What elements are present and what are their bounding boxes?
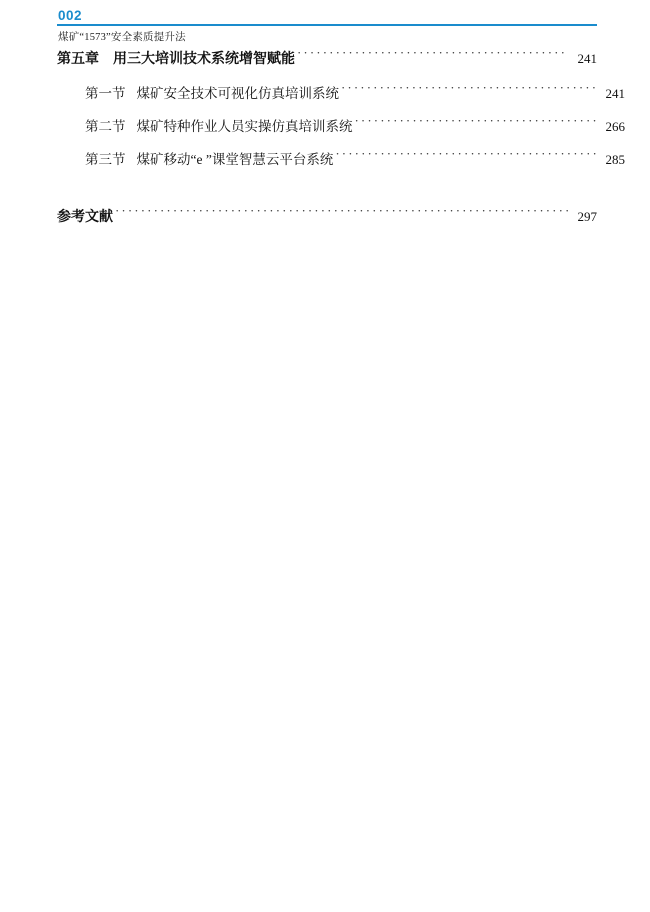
dot-leader [297,49,568,63]
dot-leader [335,151,596,165]
toc-entry-page: 297 [577,209,597,224]
page-folio: 002 [58,8,83,23]
toc-entry-label: 第五章 [57,50,99,66]
dot-leader [341,85,596,99]
toc-entry-label: 第一节 [85,86,126,101]
toc-entry-page: 266 [605,119,625,134]
toc-entry-page: 241 [577,51,597,66]
dot-leader [115,207,568,221]
toc-entry-label: 第二节 [85,119,126,134]
header-rule [57,24,597,26]
dot-leader [355,118,597,132]
toc-entry-page: 241 [605,86,625,101]
toc-entry-title: 参考文献 [57,208,113,224]
running-head [57,8,597,42]
toc-entry-section[interactable] [57,115,625,135]
toc-entry-page: 285 [605,152,625,167]
toc-entry-title: 用三大培训技术系统增智赋能 [113,50,295,66]
toc-entry-title: 煤矿安全技术可视化仿真培训系统 [136,86,339,101]
toc-entry-label: 第三节 [85,152,126,167]
toc-entry-title: 煤矿特种作业人员实操仿真培训系统 [136,119,353,134]
toc-entry-section[interactable] [57,148,625,168]
running-title: 煤矿“1573”安全素质提升法 [58,32,186,43]
toc-entry-chapter[interactable] [57,48,597,68]
toc-entry-section[interactable] [57,82,625,102]
table-of-contents [57,46,625,226]
toc-entry-title: 煤矿移动“e ”课堂智慧云平台系统 [136,152,334,167]
toc-entry-references[interactable] [57,206,597,226]
